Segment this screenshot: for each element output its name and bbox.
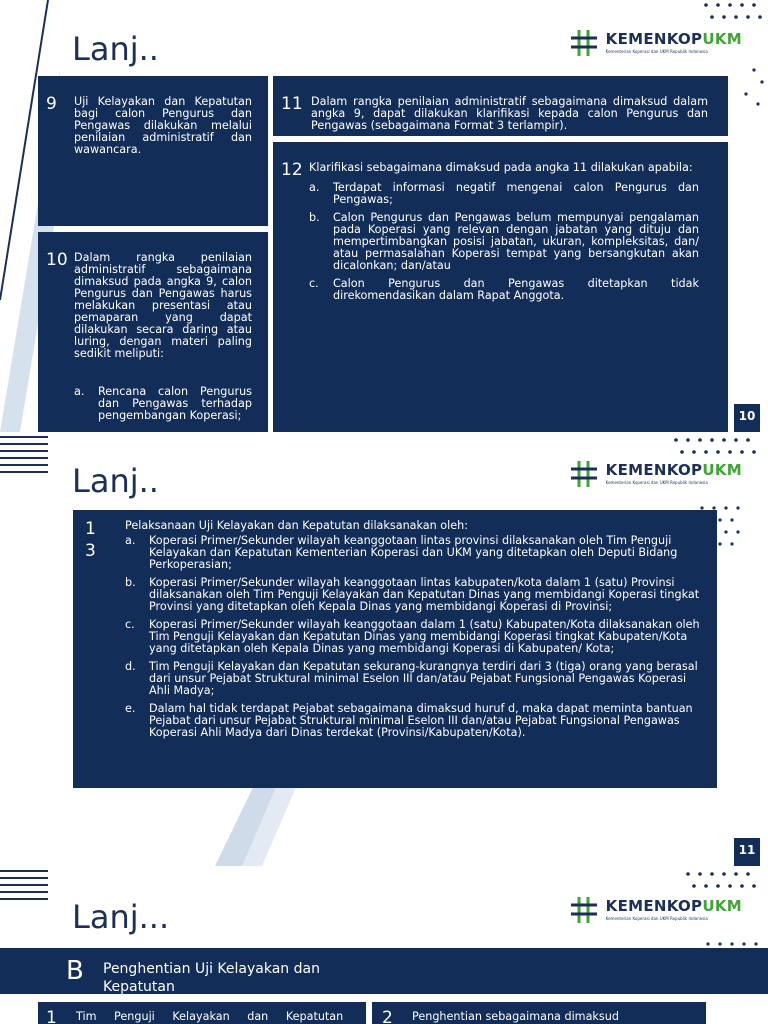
list-text: Calon Pengurus dan Pengawas ditetapkan tidak direkomendasikan dalam Rapat Anggota. xyxy=(333,277,699,302)
logo-mark-icon xyxy=(568,458,600,490)
item-2-box xyxy=(372,1002,706,1024)
list-marker: b. xyxy=(125,576,136,589)
kemenkop-logo xyxy=(568,458,742,490)
list-marker: a. xyxy=(74,385,85,398)
item-intro: Klarifikasi sebagaimana dimaksud pada angka 11 dilakukan apabila: xyxy=(309,161,693,174)
section-title: Penghentian Uji Kelayakan dan Kepatutan xyxy=(103,961,320,995)
item-number: 9 xyxy=(46,94,57,114)
list-marker: d. xyxy=(125,660,136,673)
section-b-header xyxy=(0,948,768,994)
item-number: 1 xyxy=(46,1008,57,1024)
item-text: Dalam rangka penilaian administratif sebagaimana dimaksud pada angka 9, calon Pengurus dan Pengawas harus melakukan presentasi atau pemaparan yang dapat dilakukan secara daring atau luring, dengan materi paling sedikit meliputi: xyxy=(74,251,252,360)
item-text: Uji Kelayakan dan Kepatutan bagi calon Pengurus dan Pengawas dilakukan melalui penilaian administratif dan wawancara. xyxy=(74,95,252,156)
list-marker: c. xyxy=(309,277,319,290)
list-text: Rencana calon Pengurus dan Pengawas terhadap pengembangan Koperasi; xyxy=(98,385,252,422)
kemenkop-logo xyxy=(568,894,742,926)
logo-tagline: Kementerian Koperasi dan UKM Republik Indonesia xyxy=(605,916,708,921)
item-10-box xyxy=(38,232,268,432)
item-intro: Pelaksanaan Uji Kelayakan dan Kepatutan dilaksanakan oleh: xyxy=(125,519,469,532)
list-marker: e. xyxy=(125,702,136,715)
item-9-box xyxy=(38,76,268,226)
decor-stripes xyxy=(0,870,48,905)
list-marker: c. xyxy=(125,618,135,631)
logo-mark-icon xyxy=(568,894,600,926)
logo-mark-icon xyxy=(568,27,600,59)
item-number: 2 xyxy=(382,1008,393,1024)
item-text xyxy=(125,520,705,745)
logo-brand: KEMENKOPUKM xyxy=(605,461,742,479)
slide-11 xyxy=(0,432,768,866)
list-text: Terdapat informasi negatif mengenai calon Pengurus dan Pengawas; xyxy=(333,181,699,206)
item-1-box xyxy=(38,1002,366,1024)
item-number: 10 xyxy=(46,250,68,270)
item-13-box xyxy=(73,510,717,788)
list-text: Dalam hal tidak terdapat Pejabat sebagaimana dimaksud huruf d, maka dapat meminta bantuan Pejabat dari unsur Pejabat Struktural minimal Eselon III dan/atau Pejabat Fungsional Pengawas Koperasi Ahli Madya dari Dinas terdekat (Provinsi/Kabupaten/Kota). xyxy=(149,702,693,739)
item-sub-a xyxy=(74,386,252,428)
list-text: Calon Pengurus dan Pengawas belum mempunyai pengalaman pada Koperasi yang relevan dengan jabatan yang dituju dan mempertimbangkan posisi jabatan, ukuran, kompleksitas, dan/ atau permasalahan Koperasi tempat yang bersangkutan akan dicalonkan; dan/atau xyxy=(333,211,699,272)
section-letter: B xyxy=(66,956,84,986)
list-marker: a. xyxy=(309,181,320,194)
slide-10 xyxy=(0,0,768,432)
logo-brand: KEMENKOPUKM xyxy=(605,30,742,48)
page-number: 11 xyxy=(734,838,760,866)
kemenkop-logo xyxy=(568,27,742,59)
list-text: Koperasi Primer/Sekunder wilayah keanggotaan lintas provinsi dilaksanakan oleh Tim Penguji Kelayakan dan Kepatutan Kementerian Koperasi dan UKM yang ditetapkan oleh Deputi Bidang Perkoperasian; xyxy=(149,534,678,571)
item-number: 11 xyxy=(281,94,303,114)
item-text: Penghentian sebagaimana dimaksud xyxy=(412,1010,619,1023)
page-number: 10 xyxy=(734,404,760,432)
item-text: Tim Penguji Kelayakan dan Kepatutan xyxy=(76,1010,344,1023)
item-number: 12 xyxy=(281,160,303,180)
page-title: Lanj... xyxy=(72,898,170,936)
page-title: Lanj.. xyxy=(72,462,159,500)
slide-12 xyxy=(0,866,768,1024)
item-12-box xyxy=(273,142,728,432)
logo-tagline: Kementerian Koperasi dan UKM Republik Indonesia xyxy=(605,49,708,54)
list-marker: b. xyxy=(309,211,320,224)
logo-tagline: Kementerian Koperasi dan UKM Republik Indonesia xyxy=(605,480,708,485)
item-text: Dalam rangka penilaian administratif sebagaimana dimaksud dalam angka 9, dapat dilakukan klarifikasi kepada calon Pengurus dan Pengawas (sebagaimana Format 3 terlampir). xyxy=(311,95,708,132)
page-title: Lanj.. xyxy=(72,30,159,68)
list-marker: a. xyxy=(125,534,136,547)
item-number: 13 xyxy=(85,519,96,561)
list-text: Tim Penguji Kelayakan dan Kepatutan sekurang-kurangnya terdiri dari 3 (tiga) orang yang berasal dari unsur Pejabat Struktural minimal Eselon III dan/atau Pejabat Fungsional Pengawas Koperasi Ahli Madya; xyxy=(149,660,698,697)
logo-brand: KEMENKOPUKM xyxy=(605,897,742,915)
item-text xyxy=(309,162,699,308)
list-text: Koperasi Primer/Sekunder wilayah keanggotaan dalam 1 (satu) Kabupaten/Kota dilaksanakan oleh Tim Penguji Kelayakan dan Kepatutan Dinas yang membidangi Koperasi tingkat Kabupaten/Kota yang ditetapkan oleh Kepala Dinas yang membidangi Koperasi di Kabupaten/ Kota; xyxy=(149,618,700,655)
list-text: Koperasi Primer/Sekunder wilayah keanggotaan lintas kabupaten/kota dalam 1 (satu) Provinsi dilaksanakan oleh Tim Penguji Kelayakan dan Kepatutan Dinas yang membidangi Koperasi tingkat Provinsi yang ditetapkan oleh Kepala Dinas yang membidangi Koperasi di Provinsi; xyxy=(149,576,700,613)
item-11-box xyxy=(273,76,728,136)
